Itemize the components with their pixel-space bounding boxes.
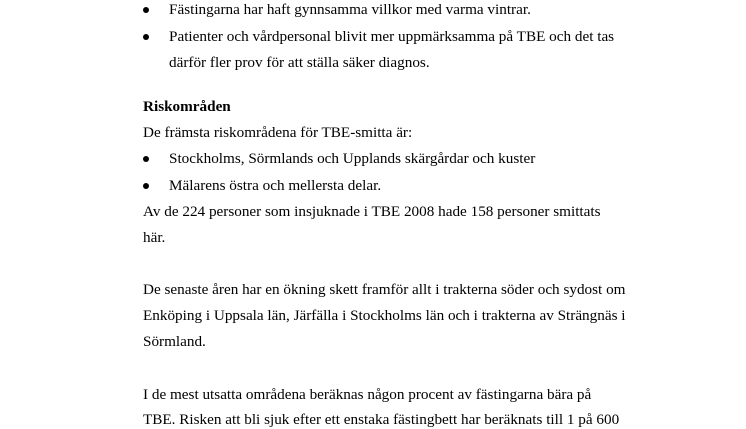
section-heading: Riskområden (143, 98, 231, 115)
bullet-text: Stockholms, Sörmlands och Upplands skärgårdar och kuster (169, 150, 536, 167)
bullet-icon (143, 7, 149, 13)
paragraph-line: Av de 224 personer som insjuknade i TBE 2008 hade 158 personer smittats (143, 203, 601, 220)
bullet-text: Mälarens östra och mellersta delar. (169, 177, 382, 194)
bullet-text: Fästingarna har haft gynnsamma villkor med varma vintrar. (169, 1, 531, 18)
intro-text: De främsta riskområdena för TBE-smitta är: (143, 124, 413, 141)
paragraph-line: I de mest utsatta områdena beräknas någon procent av fästingarna bära på (143, 386, 592, 403)
paragraph-line: Enköping i Uppsala län, Järfälla i Stockholms län och i trakterna av Strängnäs i (143, 307, 626, 324)
bullet-icon (143, 156, 149, 162)
paragraph-line: här. (143, 229, 166, 246)
paragraph-line: De senaste åren har en ökning skett framför allt i trakterna söder och sydost om (143, 281, 626, 298)
paragraph-line: TBE. Risken att bli sjuk efter ett enstaka fästingbett har beräknats till 1 på 600 (143, 411, 620, 428)
bullet-icon (143, 183, 149, 189)
paragraph-line: Sörmland. (143, 333, 206, 350)
bullet-text: Patienter och vårdpersonal blivit mer uppmärksamma på TBE och det tas (169, 28, 615, 45)
bullet-text-continuation: därför fler prov för att ställa säker diagnos. (169, 54, 430, 71)
bullet-icon (143, 34, 149, 40)
